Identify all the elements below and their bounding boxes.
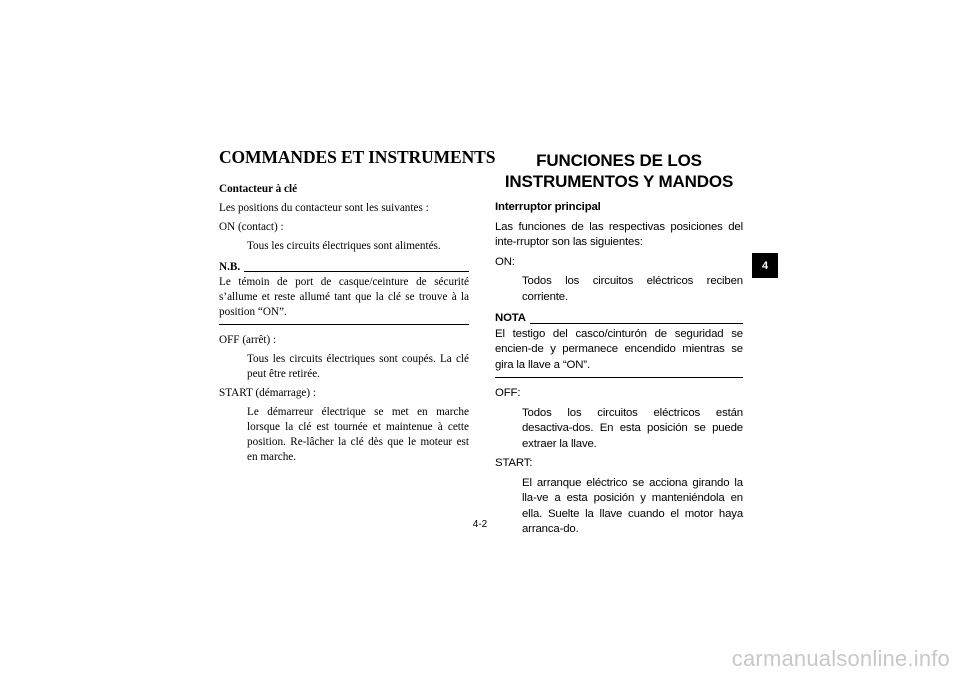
french-section-heading: Contacteur à clé xyxy=(219,183,298,195)
french-off-label: OFF (arrêt) : xyxy=(219,334,277,346)
french-note-rule xyxy=(244,271,469,272)
french-note-text: Le témoin de port de casque/ceinture de sécurité s’allume et reste allumé tant que la clé se trouve à la position “ON”. xyxy=(219,276,469,318)
spanish-start-text: El arranque eléctrico se acciona girando la lla-ve a esta posición y manteniéndola en ella. Suelte la llave cuando el motor haya arranca-do. xyxy=(522,476,743,535)
spanish-off-text: Todos los circuitos eléctricos están desactiva-dos. En esta posición se puede extraer la llave. xyxy=(522,406,743,450)
watermark-text: carmanualsonline.info xyxy=(731,646,950,671)
spanish-intro: Las funciones de las respectivas posiciones del inte-rruptor son las siguientes: xyxy=(495,220,743,248)
spanish-note-label: NOTA xyxy=(495,312,526,324)
french-note-label: N.B. xyxy=(219,261,241,273)
french-off-text: Tous les circuits électriques sont coupés. La clé peut être retirée. xyxy=(247,353,469,380)
french-start-label: START (démarrage) : xyxy=(219,387,317,399)
spanish-note-rule xyxy=(530,323,743,324)
spanish-title: FUNCIONES DE LOS INSTRUMENTOS Y MANDOS xyxy=(504,151,734,191)
french-note-end-rule xyxy=(219,324,469,325)
spanish-section-heading: Interruptor principal xyxy=(495,201,601,213)
spanish-note-header xyxy=(495,311,743,327)
spanish-column xyxy=(495,150,743,542)
french-title: COMMANDES ET INSTRUMENTS xyxy=(219,147,496,167)
french-start-text: Le démarreur électrique se met en marche lorsque la clé est tournée et maintenue à cette position. Re-lâcher la clé dès que le moteur est en marche. xyxy=(247,406,469,463)
spanish-start-label: START: xyxy=(495,457,533,469)
spanish-note-end-rule xyxy=(495,377,743,378)
spanish-on-label: ON: xyxy=(495,255,515,268)
french-note-header xyxy=(219,260,469,275)
french-on-text: Tous les circuits électriques sont alimentés. xyxy=(247,240,441,252)
french-column xyxy=(219,147,496,469)
page-number: 4-2 xyxy=(472,519,488,530)
chapter-tab: 4 xyxy=(752,253,778,278)
french-intro: Les positions du contacteur sont les suivantes : xyxy=(219,202,429,214)
spanish-off-label: OFF: xyxy=(495,387,521,399)
spanish-on-text: Todos los circuitos eléctricos reciben corriente. xyxy=(522,275,743,303)
french-on-label: ON (contact) : xyxy=(219,221,284,233)
spanish-note-text: El testigo del casco/cinturón de seguridad se encien-de y permanece encendido mientras se gira la llave a “ON”. xyxy=(495,327,743,371)
